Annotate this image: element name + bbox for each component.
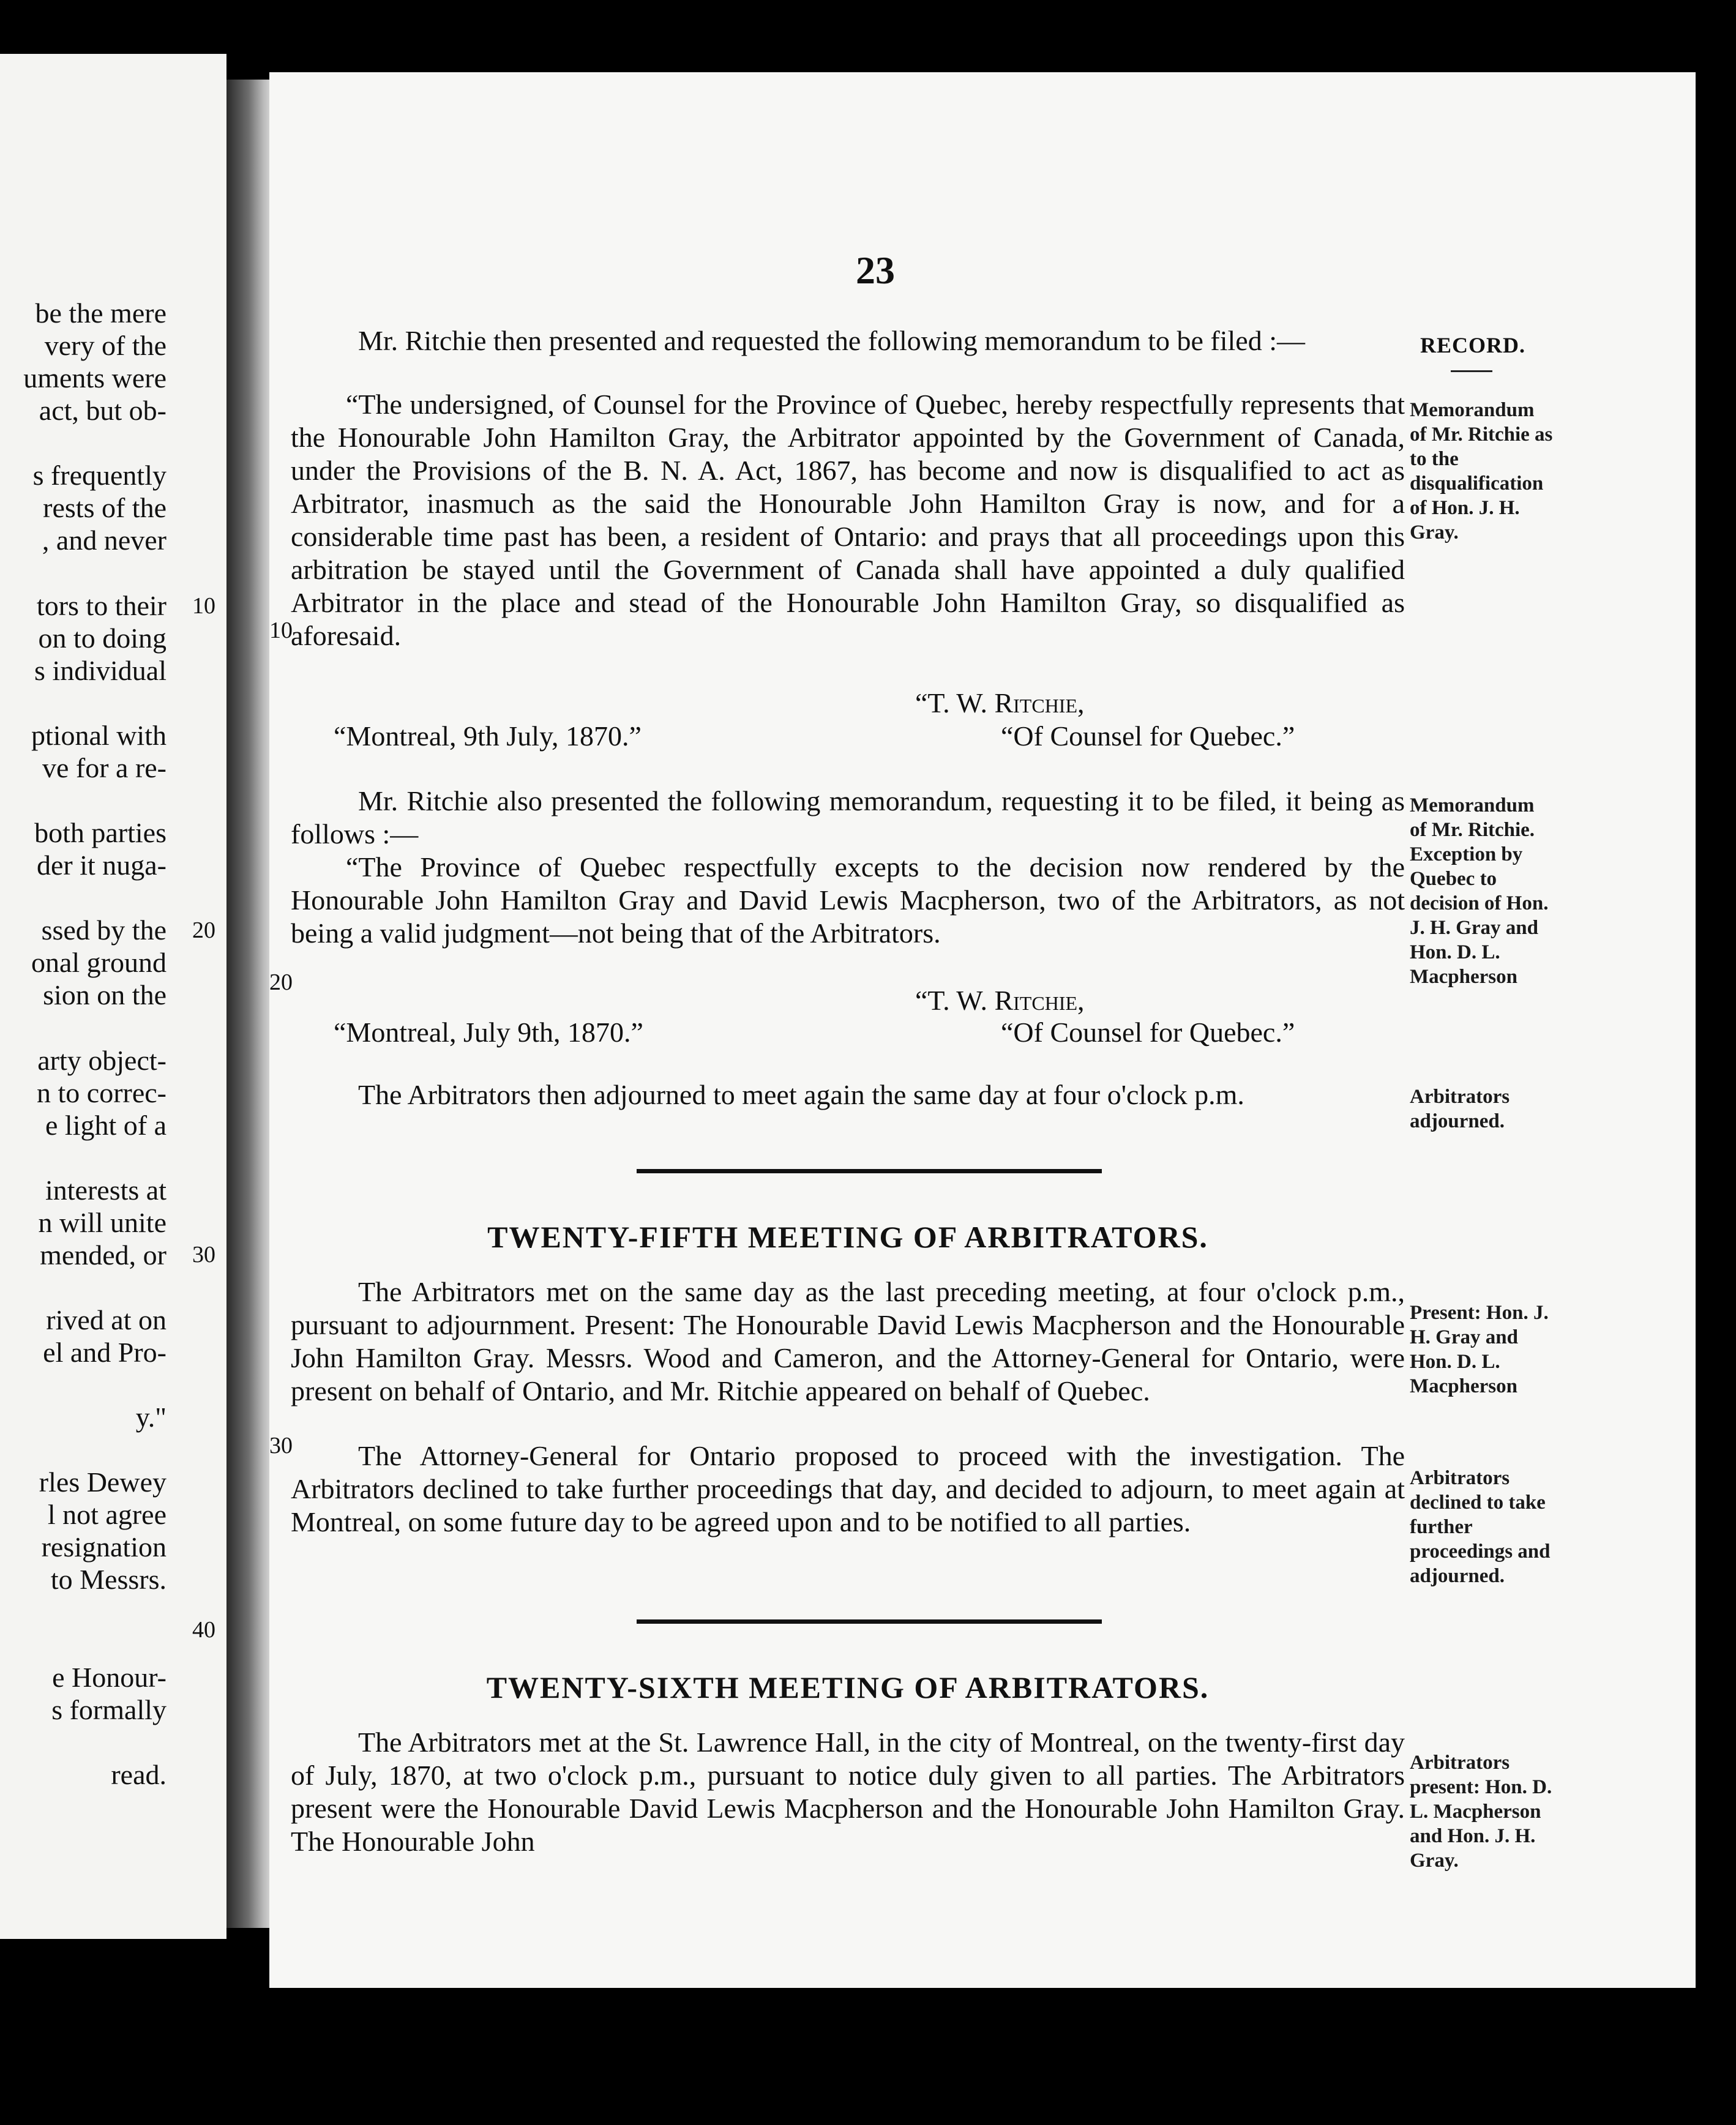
signature-name: “T. W. Ritchie, — [915, 985, 1085, 1016]
left-text-line: ve for a re- — [42, 752, 166, 783]
memorandum-1-quote: “The undersigned, of Counsel for the Province of Quebec, hereby respectfully represents that the Honourable John Hamilton Gray, the Arbitrator appointed by the Government of Canada, under the Provisions of the B. N. A. Act, 1867, has become and now is disqualified to act as Arbitrator, inasmuch as the said the Honourable John Hamilton Gray is now, and for a considerable time past has been, a resident of Ontario: and prays that all proceedings upon this arbitration be stayed until the Government of Canada shall have appointed a duly qualified Arbitrator in the place and stead of the Honourable John Hamilton Gray, so disqualified as aforesaid. — [291, 389, 1405, 651]
signature-name: “T. W. Ritchie, — [915, 687, 1085, 719]
left-text-line: on to doing — [38, 622, 166, 654]
left-text-line: both parties — [34, 817, 166, 848]
left-text-line: n will unite — [38, 1207, 166, 1238]
margin-note: Memorandum of Mr. Ritchie. Exception by Quebec to decision of Hon. J. H. Gray and Hon. D. L. Macpherson — [1410, 794, 1549, 988]
left-text-line: e light of a — [45, 1110, 166, 1141]
left-text-line: l not agree — [47, 1499, 166, 1530]
left-text-line: uments were — [23, 362, 166, 394]
left-text-line: act, but ob- — [39, 395, 166, 426]
margin-note: Memorandum of Mr. Ritchie as to the disqualification of Hon. J. H. Gray. — [1410, 399, 1553, 543]
left-line-number: 30 — [192, 1242, 215, 1268]
left-text-line: rests of the — [43, 492, 166, 523]
left-text-line: sion on the — [43, 979, 166, 1010]
left-text-line: s frequently — [32, 460, 166, 491]
left-text-line: resignation — [41, 1531, 166, 1563]
signature-date: “Montreal, July 9th, 1870.” — [334, 1017, 643, 1048]
left-text-line: ssed by the — [41, 914, 166, 946]
left-text-line: s individual — [34, 655, 166, 686]
left-page-fragment — [0, 54, 226, 1939]
paragraph-twenty-fifth-meeting: The Arbitrators met on the same day as the last preceding meeting, at four o'clock p.m., pursuant to adjournment. Present: The Honourable David Lewis Macpherson and the Honourable John Hamilton Gray. Messrs. Wood and Cameron, and the Attorney-General for Ontario, were present on behalf of Ontario, and Mr. Ritchie appeared on behalf of Quebec. — [291, 1276, 1405, 1406]
left-text-line: interests at — [45, 1175, 166, 1206]
left-text-line: onal ground — [31, 947, 166, 978]
book-gutter-shadow — [226, 80, 275, 1928]
left-line-number: 20 — [192, 917, 215, 943]
margin-note: Arbitrators adjourned. — [1410, 1086, 1510, 1132]
left-text-line: e Honour- — [52, 1662, 166, 1693]
left-text-line: y." — [135, 1402, 166, 1433]
line-number: 30 — [269, 1433, 293, 1458]
paragraph-adjournment: The Arbitrators then adjourned to meet again the same day at four o'clock p.m. — [358, 1079, 1244, 1110]
margin-note: Arbitrators declined to take further proceedings and adjourned. — [1410, 1467, 1551, 1587]
left-text-line: , and never — [42, 525, 166, 556]
section-rule — [637, 1169, 1102, 1173]
heading-twenty-fifth-meeting: TWENTY-FIFTH MEETING OF ARBITRATORS. — [487, 1220, 1208, 1254]
line-number: 20 — [269, 969, 293, 995]
left-text-line: mended, or — [40, 1239, 166, 1271]
signature-date: “Montreal, 9th July, 1870.” — [334, 720, 642, 752]
left-text-line: s formally — [51, 1694, 166, 1725]
heading-twenty-sixth-meeting: TWENTY-SIXTH MEETING OF ARBITRATORS. — [486, 1670, 1210, 1705]
left-text-line: rived at on — [46, 1304, 166, 1335]
paragraph-twenty-sixth-meeting: The Arbitrators met at the St. Lawrence Hall, in the city of Montreal, on the twenty-first day of July, 1870, at two o'clock p.m., pursuant to notice duly given to all parties. The Arbitrators present were the Honourable David Lewis Macpherson and the Honourable John Hamilton Gray. The Honourable John — [291, 1727, 1405, 1857]
memorandum-2-quote: “The Province of Quebec respectfully excepts to the decision now rendered by the Honourable John Hamilton Gray and David Lewis Macpherson, two of the Arbitrators, as not being a valid judgment—not being that of the Arbitrators. — [291, 851, 1405, 949]
paragraph-second-memorandum: Mr. Ritchie also presented the following memorandum, requesting it to be filed, it being as follows :— — [291, 785, 1405, 850]
left-text-line: ptional with — [31, 720, 166, 751]
margin-note: Present: Hon. J. H. Gray and Hon. D. L. Macpherson — [1410, 1302, 1549, 1397]
margin-note: Arbitrators present: Hon. D. L. Macpherson and Hon. J. H. Gray. — [1410, 1752, 1552, 1872]
page-number: 23 — [856, 248, 895, 292]
left-text-line: n to correc- — [37, 1077, 166, 1108]
left-text-line: der it nuga- — [36, 850, 166, 881]
left-text-line: rles Dewey — [39, 1466, 166, 1498]
record-label: RECORD. — [1420, 333, 1526, 357]
left-text-line: arty object- — [37, 1045, 166, 1076]
left-text-line: read. — [111, 1759, 166, 1790]
left-text-line: tors to their — [36, 590, 166, 621]
left-text-line: to Messrs. — [50, 1564, 166, 1595]
signature-role: “Of Counsel for Quebec.” — [1001, 720, 1295, 752]
left-line-number: 40 — [192, 1617, 215, 1643]
left-line-number: 10 — [192, 593, 215, 619]
paragraph-proposal-declined: The Attorney-General for Ontario proposed to proceed with the investigation. The Arbitrators declined to take further proceedings that day, and decided to adjourn, to meet again at Montreal, on some future day to be agreed upon and to be notified to all parties. — [291, 1440, 1405, 1537]
signature-role: “Of Counsel for Quebec.” — [1001, 1017, 1295, 1048]
line-number: 10 — [269, 618, 293, 643]
paragraph-memorandum-intro: Mr. Ritchie then presented and requested the following memorandum to be filed :— — [358, 325, 1305, 356]
left-text-line: very of the — [44, 330, 166, 361]
section-rule — [637, 1619, 1102, 1624]
left-text-line: el and Pro- — [43, 1337, 166, 1368]
left-text-line: be the mere — [35, 297, 166, 329]
record-rule — [1451, 370, 1492, 372]
